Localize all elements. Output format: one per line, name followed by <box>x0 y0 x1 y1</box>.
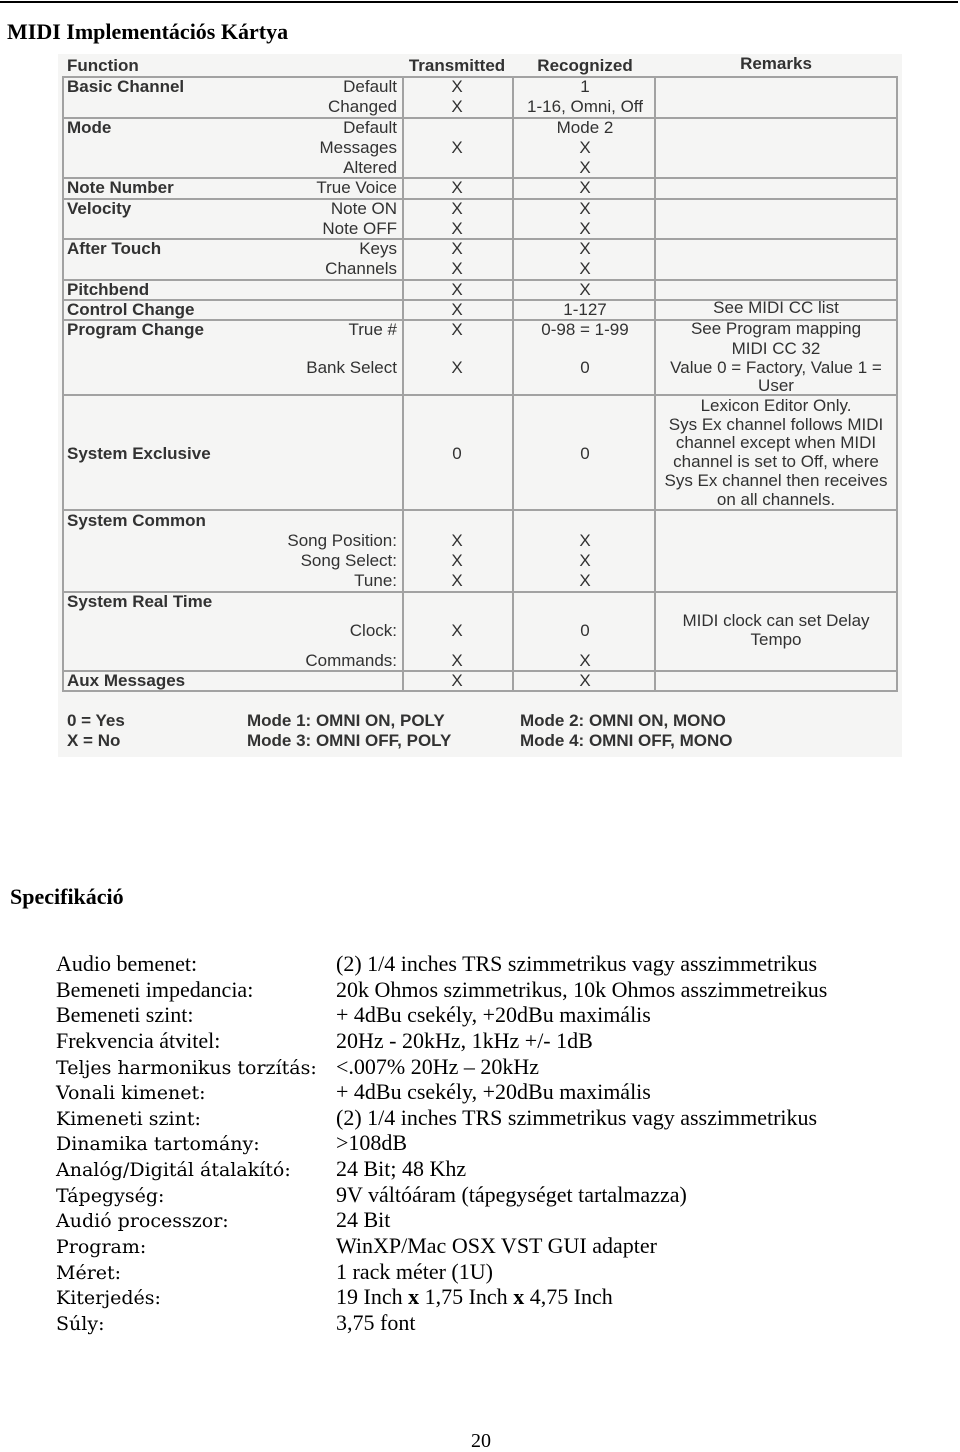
item-label: True Voice <box>316 178 397 197</box>
transmitted-value: X <box>451 199 463 218</box>
remarks-text: Tempo <box>750 629 802 649</box>
spec-row <box>56 1105 936 1131</box>
spec-label: Audio bemenet: <box>56 951 198 976</box>
recognized-value: X <box>579 531 591 550</box>
function-label: Basic Channel <box>67 77 185 96</box>
transmitted-value: X <box>451 97 463 116</box>
transmitted-value: X <box>451 77 463 96</box>
remarks-text: MIDI CC 32 <box>731 338 821 358</box>
midi-row <box>58 320 902 340</box>
recognized-value: X <box>579 158 591 177</box>
dimension-height: 1,75 Inch <box>424 1284 508 1310</box>
transmitted-value: X <box>451 531 463 550</box>
transmitted-value: X <box>451 320 463 339</box>
legend-mode-3: Mode 3: OMNI OFF, POLY <box>247 731 452 750</box>
spec-list <box>56 951 936 1335</box>
transmitted-value: X <box>451 178 463 197</box>
page-number: 20 <box>471 1430 491 1452</box>
midi-row <box>58 239 902 259</box>
spec-row <box>56 1259 936 1285</box>
header-transmitted: Transmitted <box>408 56 506 75</box>
spec-label: Bemeneti impedancia: <box>56 976 254 1002</box>
remarks-text: channel is set to Off, where <box>673 451 879 471</box>
transmitted-value: X <box>451 239 463 258</box>
remarks-text: channel except when MIDI <box>675 432 877 452</box>
midi-row <box>58 178 902 198</box>
function-label: System Real Time <box>67 592 213 611</box>
recognized-value: X <box>579 571 591 590</box>
midi-row <box>58 280 902 300</box>
spec-row <box>56 1028 936 1054</box>
midi-row <box>58 531 902 551</box>
dimension-depth: 4,75 Inch <box>529 1284 613 1310</box>
item-label: Commands: <box>305 651 397 670</box>
item-label: Keys <box>359 239 397 258</box>
item-label: Default <box>343 77 397 96</box>
recognized-value: 1-127 <box>563 300 607 319</box>
section-title: Specifikáció <box>10 884 124 909</box>
spec-value: (2) 1/4 inches TRS szimmetrikus vagy asszimmetrikus <box>336 1104 818 1130</box>
recognized-value: X <box>579 138 591 157</box>
spec-row <box>56 1054 936 1080</box>
recognized-value: X <box>579 239 591 258</box>
midi-row <box>58 259 902 279</box>
recognized-value: X <box>579 259 591 278</box>
function-label: After Touch <box>67 239 162 258</box>
legend-mode-1: Mode 1: OMNI ON, POLY <box>247 711 445 730</box>
recognized-value: X <box>579 178 591 197</box>
spec-value: 24 Bit <box>336 1207 391 1233</box>
recognized-value: 0 <box>580 621 590 640</box>
function-label: Program Change <box>67 320 204 339</box>
legend-row <box>58 711 902 731</box>
item-label: Bank Select <box>306 358 397 377</box>
legend-yes: 0 = Yes <box>67 711 125 730</box>
spec-label: Kiterjedés: <box>56 1287 161 1310</box>
item-label: Default <box>343 118 397 137</box>
transmitted-value: X <box>451 571 463 590</box>
recognized-value: X <box>579 671 591 690</box>
recognized-value: X <box>579 199 591 218</box>
spec-value: 1 rack méter (1U) <box>336 1258 493 1284</box>
dimension-width: 19 Inch <box>336 1284 403 1310</box>
item-label: True # <box>348 320 397 339</box>
page-title: MIDI Implementációs Kártya <box>7 19 289 44</box>
remarks-text: on all channels. <box>716 489 836 509</box>
remarks-text: Lexicon Editor Only. <box>700 395 852 415</box>
header-function: Function <box>67 56 139 75</box>
item-label: Note OFF <box>322 219 397 238</box>
spec-row <box>56 1233 936 1259</box>
midi-row <box>58 118 902 138</box>
header-recognized: Recognized <box>537 56 633 75</box>
table-header-remarks <box>58 54 902 74</box>
function-label: Control Change <box>67 300 195 319</box>
spec-row <box>56 1310 936 1336</box>
midi-row <box>58 551 902 571</box>
transmitted-value: X <box>451 671 463 690</box>
midi-row <box>58 651 902 671</box>
spec-label: Program: <box>56 1235 147 1258</box>
recognized-value: 1 <box>580 77 590 96</box>
transmitted-value: X <box>451 280 463 299</box>
function-label: Velocity <box>67 199 132 218</box>
dimension-separator: x <box>408 1284 420 1310</box>
item-label: Tune: <box>354 571 397 590</box>
function-label: Note Number <box>67 178 174 197</box>
item-label: Song Select: <box>300 551 397 570</box>
spec-value: (2) 1/4 inches TRS szimmetrikus vagy asszimmetrikus <box>336 951 818 976</box>
legend-no: X = No <box>67 731 121 750</box>
spec-label: Dinamika tartomány: <box>56 1133 260 1156</box>
dimension-separator: x <box>513 1284 525 1310</box>
midi-row <box>58 592 902 612</box>
legend-mode-2: Mode 2: OMNI ON, MONO <box>520 711 726 730</box>
transmitted-value: X <box>451 651 463 670</box>
function-label: Aux Messages <box>67 671 186 690</box>
midi-row <box>58 199 902 219</box>
function-label: System Exclusive <box>67 444 211 463</box>
item-label: Song Position: <box>287 531 397 550</box>
transmitted-value: X <box>451 358 463 377</box>
recognized-value: 0 <box>580 358 590 377</box>
midi-row <box>58 219 902 239</box>
spec-label: Kimeneti szint: <box>56 1107 201 1130</box>
spec-value: 20k Ohmos szimmetrikus, 10k Ohmos asszimmetreikus <box>336 976 828 1002</box>
spec-value: + 4dBu csekély, +20dBu maximális <box>336 1079 651 1105</box>
spec-value: + 4dBu csekély, +20dBu maximális <box>336 1002 651 1028</box>
midi-row <box>58 511 902 531</box>
spec-value: >108dB <box>336 1130 408 1156</box>
spec-row <box>56 977 936 1003</box>
midi-row <box>58 158 902 178</box>
midi-row <box>58 571 902 591</box>
midi-row <box>58 97 902 117</box>
item-label: Altered <box>343 158 397 177</box>
function-label: Pitchbend <box>67 280 150 299</box>
spec-label: Analóg/Digitál átalakító: <box>56 1159 291 1181</box>
remarks-text: Sys Ex channel then receives <box>664 470 888 490</box>
spec-label: Súly: <box>56 1312 105 1335</box>
recognized-value: 0 <box>580 444 590 463</box>
spec-label: Tápegység: <box>56 1184 165 1207</box>
remarks-text: User <box>758 375 794 395</box>
transmitted-value: X <box>451 138 463 157</box>
item-label: Messages <box>319 138 397 157</box>
spec-value: 20Hz - 20kHz, 1kHz +/- 1dB <box>336 1027 593 1053</box>
transmitted-value: X <box>451 551 463 570</box>
transmitted-value: X <box>451 219 463 238</box>
spec-row <box>56 951 936 977</box>
recognized-value: X <box>579 551 591 570</box>
spec-value: <.007% 20Hz – 20kHz <box>336 1053 540 1079</box>
spec-label: Teljes harmonikus torzítás: <box>56 1056 317 1079</box>
spec-row <box>56 1002 936 1028</box>
midi-row <box>58 77 902 97</box>
legend-row <box>58 731 902 751</box>
header-remarks: Remarks <box>740 54 812 73</box>
spec-value-dimensions <box>336 1284 613 1310</box>
midi-row <box>58 138 902 158</box>
recognized-value: X <box>579 219 591 238</box>
recognized-value: X <box>579 651 591 670</box>
spec-row <box>56 1156 936 1182</box>
spec-value: 3,75 font <box>336 1309 416 1335</box>
midi-row <box>58 671 902 691</box>
legend-mode-4: Mode 4: OMNI OFF, MONO <box>520 731 733 750</box>
recognized-value: Mode 2 <box>556 118 614 137</box>
spec-label: Méret: <box>56 1261 122 1284</box>
remarks-text: Sys Ex channel follows MIDI <box>668 414 884 434</box>
spec-row <box>56 1284 936 1310</box>
spec-label: Vonali kimenet: <box>56 1082 206 1105</box>
midi-implementation-chart <box>58 54 902 757</box>
transmitted-value: X <box>451 259 463 278</box>
transmitted-value: 0 <box>452 444 462 463</box>
item-label: Changed <box>327 97 397 116</box>
remarks-text: Value 0 = Factory, Value 1 = <box>670 357 882 377</box>
spec-value: 24 Bit; 48 Khz <box>336 1156 467 1181</box>
spec-row <box>56 1130 936 1156</box>
recognized-value: X <box>579 280 591 299</box>
remarks-text: See Program mapping <box>690 319 862 338</box>
spec-row <box>56 1182 936 1208</box>
spec-value: 9V váltóáram (tápegységet tartalmazza) <box>336 1181 687 1207</box>
item-label: Channels <box>325 259 397 278</box>
spec-row <box>56 1079 936 1105</box>
spec-row <box>56 1207 936 1233</box>
transmitted-value: X <box>451 621 463 640</box>
recognized-value: 0-98 = 1-99 <box>541 320 629 339</box>
midi-row <box>58 300 902 320</box>
spec-label: Bemeneti szint: <box>56 1002 194 1028</box>
item-label: Clock: <box>349 621 397 640</box>
item-label: Note ON <box>330 199 397 218</box>
spec-label: Audió processzor: <box>56 1210 229 1233</box>
function-label: Mode <box>67 118 112 137</box>
top-rule <box>0 1 958 3</box>
transmitted-value: X <box>451 300 463 319</box>
remarks-text: MIDI clock can set Delay <box>682 610 870 630</box>
remarks-text: See MIDI CC list <box>713 298 839 317</box>
function-label: System Common <box>67 511 206 530</box>
recognized-value: 1-16, Omni, Off <box>527 97 643 116</box>
spec-label: Frekvencia átvitel: <box>56 1027 221 1053</box>
spec-value: WinXP/Mac OSX VST GUI adapter <box>336 1232 657 1258</box>
